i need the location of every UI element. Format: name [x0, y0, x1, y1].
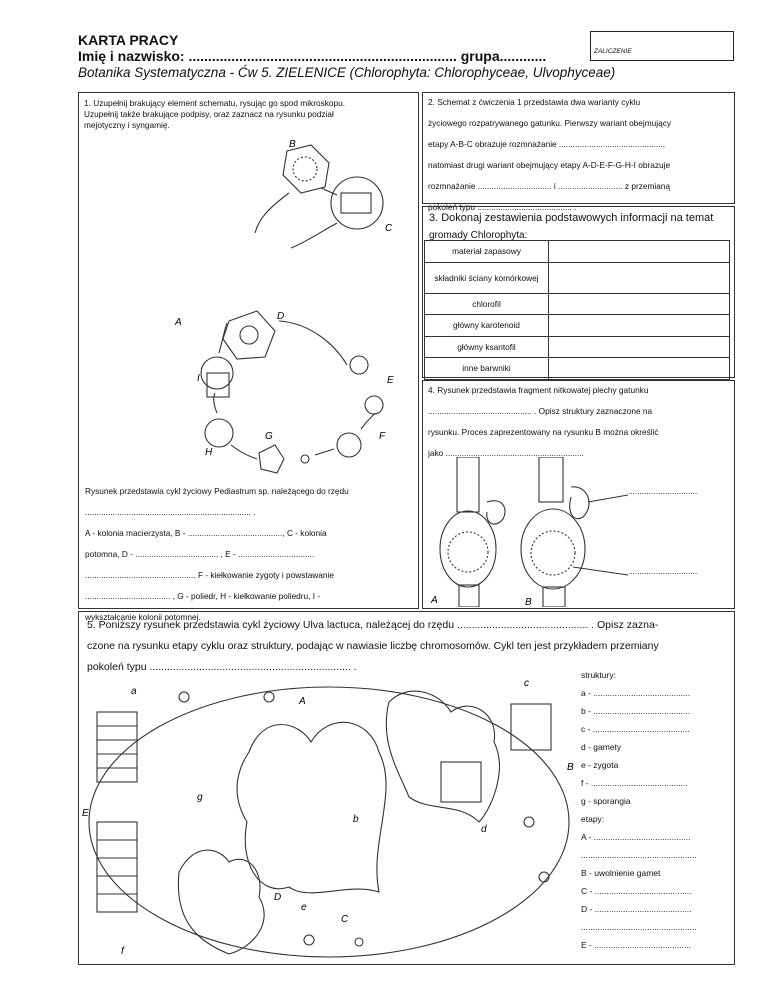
table-row: materiał zapasowy — [425, 241, 730, 263]
fig5-label-b: b — [353, 814, 359, 825]
filament-blank-top[interactable]: .............................. — [628, 486, 698, 496]
filament-figure — [423, 457, 734, 607]
table-row: główny karotenoid — [425, 315, 730, 337]
table-row: składniki ściany komórkowej — [425, 262, 730, 293]
grade-box[interactable] — [590, 31, 734, 61]
task5-text[interactable]: 5. Poniższy rysunek przedstawia cykl życiowy Ulva lactuca, należącej do rzędu ............................................. . Opisz zazna- czone na rysunku etapy cyklu oraz struktury, podając w nawiasie liczbę chromosomów. Cykl ten jest przykładem przemiany pokoleń typu ..................................................................... . — [87, 619, 659, 673]
ulva-thallus-sporophyte — [237, 722, 386, 893]
table-row: inne barwniki — [425, 358, 730, 380]
task3-heading: 3. Dokonaj zestawienia podstawowych informacji na temat gromady Chlorophyta: — [429, 212, 714, 241]
fig5-label-stage-d: D — [274, 892, 282, 903]
fig1-label-e: E — [387, 375, 394, 386]
task2-box — [422, 92, 735, 212]
task1-instructions: 1. Uzupełnij brakujący element schematu, rysując go spod mikroskopu. Uzupełnij także brakujące podpisy, oraz zaznacz na rysunku podział mejotyczny i syngamię. — [84, 98, 346, 130]
fig1-label-c: C — [385, 223, 393, 234]
fig1-label-d: D — [277, 311, 285, 322]
ulva-life-cycle-figure — [79, 672, 579, 964]
fig5-label-e: e — [301, 902, 307, 913]
fig5-label-d: d — [481, 824, 487, 835]
fig1-label-a: A — [175, 317, 182, 328]
table-row: chlorofil — [425, 293, 730, 315]
fig5-label-stage-b: B — [567, 762, 574, 773]
fig5-label-c: c — [524, 678, 529, 689]
grade-box-label: ZALICZENIE — [594, 48, 632, 55]
fig4-label-b: B — [525, 597, 532, 607]
ulva-legend: struktury: a - ......................................... b - ......................................... c - ......................................... d - gamety e - zygota f - ......................................... g - sporangia etapy: A - ......................................... ................................................. B - uwolnienie gamet C - ......................................... D - ......................................... ................................................. E - ......................................... — [581, 670, 697, 950]
task5-box — [78, 611, 735, 965]
task1-box — [78, 92, 419, 622]
stage-c-colony — [331, 177, 383, 229]
table-row: główny ksantofil — [425, 336, 730, 358]
pediastrum-life-cycle-figure — [79, 133, 418, 478]
stage-b-cell — [283, 145, 329, 193]
fig5-label-g: g — [197, 792, 203, 803]
fig5-label-stage-c: C — [341, 914, 349, 925]
name-group-line[interactable]: Imię i nazwisko: ..................................................................... grupa............ — [78, 48, 547, 64]
page-title: KARTA PRACY — [78, 32, 179, 48]
fig5-label-stage-e: E — [82, 808, 89, 819]
fig5-label-a: a — [131, 686, 137, 697]
task4-box — [422, 380, 735, 609]
fig1-label-g: G — [265, 431, 273, 442]
fig1-label-b: B — [289, 139, 296, 150]
task1-caption: Rysunek przedstawia cykl życiowy Pediastrum sp. należącego do rzędu ........................................................................ . A - kolonia macierzysta, B - ........................................., C - kolonia potomna, D - .................................... , E - ................................. ................................................ F - kiełkowanie zygoty i powstawanie ..................................... , G - poliedr, H - kiełkowanie poliedru, I - wykształcanie kolonii potomnej. — [85, 486, 349, 622]
chlorophyta-summary-table — [424, 240, 730, 380]
fig4-label-a: A — [431, 595, 438, 606]
ulva-thallus-young — [178, 850, 264, 954]
filament-blank-bottom[interactable]: .............................. — [628, 566, 698, 576]
fig1-label-h: H — [205, 447, 213, 458]
task4-text[interactable]: 4. Rysunek przedstawia fragment nitkowatej plechy gatunku ............................................. . Opisz struktury zaznaczone na rysunku. Proces zaprezentowany na rysunku B można określić jako ............................................................ — [428, 385, 659, 458]
course-subtitle: Botanika Systematyczna - Ćw 5. ZIELENICE (Chlorophyta: Chlorophyceae, Ulvophyceae) — [78, 65, 616, 80]
fig1-label-f: F — [379, 431, 386, 442]
fig5-label-stage-a: A — [299, 696, 306, 707]
fig1-label-i: I — [197, 373, 200, 384]
task2-text[interactable]: 2. Schemat z ćwiczenia 1 przedstawia dwa warianty cyklu życiowego rozpatrywanego gatunku. Pierwszy wariant obejmujący etapy A-B-C obrazuje rozmnażanie ............................................., natomiast drugi wariant obejmujący etapy A-D-E-F-G-H-I obrazuje rozmnażanie ................................ i ............................ z przemianą pokoleń typu ......................................... . — [428, 97, 672, 212]
fig5-label-f: f — [121, 946, 124, 957]
